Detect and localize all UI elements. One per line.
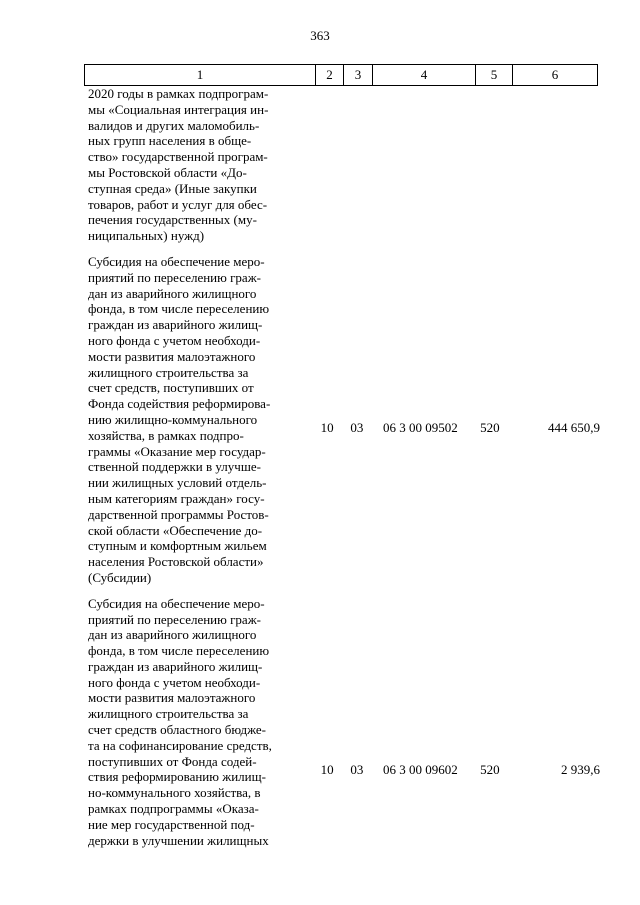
subsection-code: 03 — [350, 419, 364, 435]
description-line: валидов и других маломобиль- — [88, 117, 260, 133]
description-line: фонда, в том числе переселению — [88, 643, 270, 659]
section-code: 10 — [320, 761, 334, 777]
description-line: Фонда содействия реформирова- — [88, 396, 271, 412]
description-line: ние мер государственной под- — [88, 816, 255, 832]
column-header-3: 3 — [344, 65, 373, 86]
section-code — [310, 86, 344, 244]
description-line: держки в улучшении жилищных — [88, 832, 269, 848]
description-line: нию жилищно-коммунального — [88, 411, 258, 427]
description-line: ниципальных) нужд) — [88, 228, 205, 244]
description-line: жилищного строительства за — [88, 706, 249, 722]
table-row — [84, 596, 604, 849]
description-line: дан из аварийного жилищного — [88, 627, 257, 643]
description-line: рамках подпрограммы «Оказа- — [88, 801, 259, 817]
description-line: ственной поддержки в улучше- — [88, 459, 261, 475]
page-number: 363 — [310, 28, 330, 43]
target-article-code — [370, 86, 471, 244]
description-line: счет средств областного бюдже- — [88, 722, 266, 738]
description-line: ных групп населения в обще- — [88, 133, 252, 149]
row-description — [84, 254, 310, 586]
description-line: дан из аварийного жилищного — [88, 285, 257, 301]
description-line: печения государственных (му- — [88, 212, 257, 228]
expense-type-code: 520 — [480, 419, 500, 435]
table-header — [84, 64, 598, 86]
column-header-5: 5 — [476, 65, 513, 86]
description-line: та на софинансирование средств, — [88, 737, 272, 753]
subsection-code — [344, 86, 370, 244]
description-line: ство» государственной програм- — [88, 149, 268, 165]
description-line: ного фонда с учетом необходи- — [88, 674, 261, 690]
table-row — [84, 254, 604, 586]
description-line: поступивших от Фонда содей- — [88, 753, 257, 769]
description-line: граждан из аварийного жилищ- — [88, 658, 263, 674]
description-line: нии жилищных условий отдель- — [88, 475, 267, 491]
description-line: ным категориям граждан» госу- — [88, 490, 265, 506]
amount: 2 939,6 — [560, 761, 600, 777]
expense-type-code: 520 — [480, 761, 500, 777]
description-line: приятий по переселению граж- — [88, 269, 262, 285]
subsection-code: 03 — [350, 761, 364, 777]
description-line: товаров, работ и услуг для обес- — [88, 196, 268, 212]
table-row — [84, 86, 604, 244]
description-line: но-коммунального хозяйства, в — [88, 785, 261, 801]
description-line: хозяйства, в рамках подпро- — [88, 427, 244, 443]
description-line: Субсидия на обеспечение меро- — [88, 253, 265, 269]
description-line: ступным и комфортным жильем — [88, 538, 267, 554]
target-article-code: 06 3 00 09602 — [383, 761, 458, 777]
amount — [509, 86, 604, 244]
description-line: дарственной программы Ростов- — [88, 506, 269, 522]
column-header-1: 1 — [85, 65, 316, 86]
description-line: ступная среда» (Иные закупки — [88, 180, 257, 196]
description-line: мости развития малоэтажного — [88, 348, 256, 364]
description-line: 2020 годы в рамках подпрограм- — [88, 86, 269, 101]
description-line: мы «Социальная интеграция ин- — [88, 101, 269, 117]
row-description — [84, 86, 310, 244]
description-line: приятий по переселению граж- — [88, 611, 262, 627]
description-line: мости развития малоэтажного — [88, 690, 256, 706]
expense-type-code — [471, 86, 509, 244]
description-line: граждан из аварийного жилищ- — [88, 317, 263, 333]
description-line: мы Ростовской области «До- — [88, 164, 247, 180]
description-line: ного фонда с учетом необходи- — [88, 332, 261, 348]
description-line: фонда, в том числе переселению — [88, 301, 270, 317]
column-header-4: 4 — [373, 65, 476, 86]
description-line: Субсидия на обеспечение меро- — [88, 595, 265, 611]
description-line: населения Ростовской области» — [88, 554, 264, 570]
description-line: (Субсидии) — [88, 569, 152, 585]
description-line: ской области «Обеспечение до- — [88, 522, 263, 538]
description-line: жилищного строительства за — [88, 364, 249, 380]
target-article-code: 06 3 00 09502 — [383, 419, 458, 435]
table-body — [84, 86, 604, 858]
row-description — [84, 596, 310, 849]
amount: 444 650,9 — [547, 419, 600, 435]
column-header-2: 2 — [316, 65, 344, 86]
column-header-6: 6 — [513, 65, 598, 86]
section-code: 10 — [320, 419, 334, 435]
description-line: счет средств, поступивших от — [88, 380, 254, 396]
description-line: ствия реформированию жилищ- — [88, 769, 266, 785]
description-line: граммы «Оказание мер государ- — [88, 443, 266, 459]
